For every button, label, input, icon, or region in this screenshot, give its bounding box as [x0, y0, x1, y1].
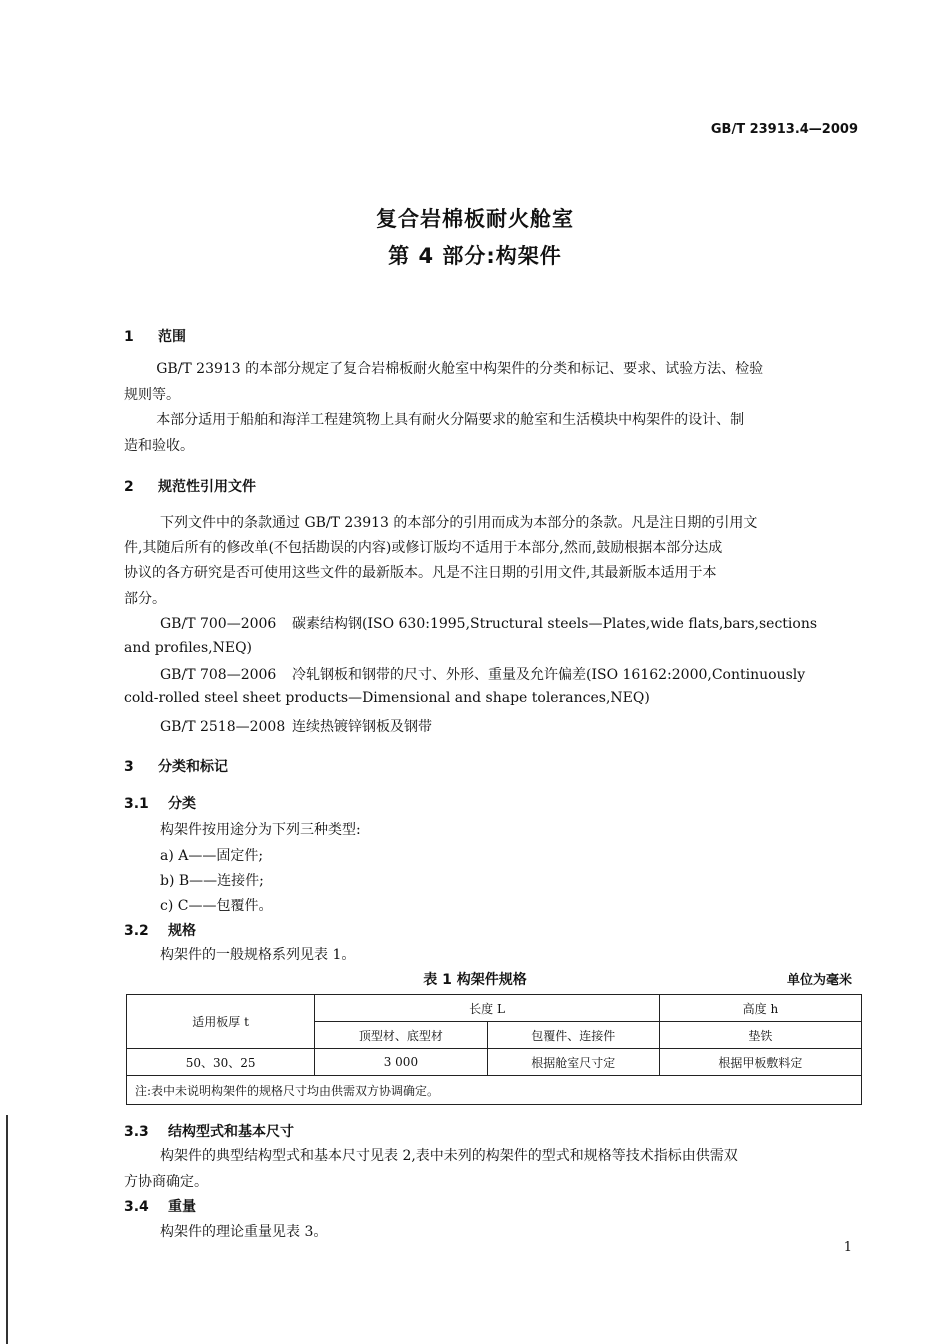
- page-number: 1: [843, 1240, 852, 1255]
- standard-number: GB/T 23913.4—2009: [710, 122, 858, 137]
- table-1-caption: 表 1 构架件规格: [423, 972, 527, 988]
- cell-length-2: 根据舱室尺寸定: [487, 1049, 659, 1076]
- section-2-line-2: 件,其随后所有的修改单(不包括勘误的内容)或修订版均不适用于本部分,然而,鼓励根据本部分达成: [124, 540, 723, 556]
- document-title: 复合岩棉板耐火舱室: [376, 207, 574, 231]
- subsection-3-3-heading: [124, 1121, 294, 1141]
- cell-thickness: 50、30、25: [127, 1049, 315, 1076]
- list-item: a) A——固定件;: [160, 848, 264, 864]
- subsection-3-4-intro: 构架件的理论重量见表 3。: [160, 1224, 328, 1240]
- section-title: 结构型式和基本尺寸: [168, 1124, 294, 1140]
- reference-code: GB/T 2518—2008: [160, 719, 286, 735]
- section-1-paragraph-2: [124, 408, 862, 459]
- reference-title: 碳素结构钢(ISO 630:1995,Structural steels—Plates,wide flats,bars,sections: [292, 616, 818, 632]
- subsection-3-3-line-2: 方协商确定。: [124, 1174, 208, 1190]
- cell-height: 根据甲板敷料定: [659, 1049, 861, 1076]
- section-1-heading: [124, 326, 186, 346]
- table-row: [127, 1049, 862, 1076]
- subsection-3-1-intro: 构架件按用途分为下列三种类型:: [160, 822, 361, 838]
- table-1-unit: 单位为毫米: [786, 973, 852, 988]
- section-number: 3.3: [124, 1124, 149, 1140]
- section-2-line-1: 下列文件中的条款通过 GB/T 23913 的本部分的引用而成为本部分的条款。凡是注日期的引用文: [160, 515, 758, 531]
- subsection-3-4-heading: [124, 1196, 196, 1216]
- list-item: c) C——包覆件。: [160, 898, 273, 914]
- section-title: 分类和标记: [158, 759, 228, 775]
- reference-code: GB/T 700—2006: [160, 616, 277, 632]
- section-number: 2: [124, 479, 134, 495]
- section-title: 规格: [168, 923, 196, 939]
- paragraph-line: 本部分适用于船舶和海洋工程建筑物上具有耐火分隔要求的舱室和生活模块中构架件的设计、制: [156, 412, 745, 428]
- reference-item: [160, 613, 817, 633]
- section-2-line-4: 部分。: [124, 591, 166, 607]
- reference-title: 冷轧钢板和钢带的尺寸、外形、重量及允许偏差(ISO 16162:2000,Continuously: [292, 667, 806, 683]
- subsection-3-1-heading: [124, 793, 196, 813]
- reference-item: [160, 716, 432, 736]
- table-1: [126, 994, 862, 1105]
- subsection-3-3-line-1: 构架件的典型结构型式和基本尺寸见表 2,表中未列的构架件的型式和规格等技术指标由供需双: [160, 1148, 738, 1164]
- table-header-row: [127, 995, 862, 1022]
- section-1-paragraph-1: [124, 357, 862, 408]
- reference-continuation: and profiles,NEQ): [124, 640, 253, 656]
- subsection-3-2-intro: 构架件的一般规格系列见表 1。: [160, 947, 356, 963]
- table-note: 注:表中未说明构架件的规格尺寸均由供需双方协调确定。: [127, 1076, 862, 1105]
- paragraph-line: 规则等。: [124, 386, 180, 403]
- section-number: 3.4: [124, 1199, 149, 1215]
- reference-item: [160, 664, 805, 684]
- reference-code: GB/T 708—2006: [160, 667, 277, 683]
- binding-edge-line: [6, 1115, 8, 1344]
- section-number: 1: [124, 329, 134, 345]
- header-thickness: 适用板厚 t: [127, 995, 315, 1049]
- subheader-top-bottom: 顶型材、底型材: [315, 1022, 487, 1049]
- cell-length-1: 3 000: [315, 1049, 487, 1076]
- list-item: b) B——连接件;: [160, 873, 264, 889]
- subheader-cover-connect: 包覆件、连接件: [487, 1022, 659, 1049]
- subsection-3-2-heading: [124, 920, 196, 940]
- document-subtitle: 第 4 部分:构架件: [388, 244, 562, 268]
- reference-title: 连续热镀锌钢板及钢带: [292, 719, 432, 735]
- section-title: 范围: [158, 329, 186, 345]
- reference-continuation: cold-rolled steel sheet products—Dimensional and shape tolerances,NEQ): [124, 690, 650, 706]
- table-note-row: [127, 1076, 862, 1105]
- subheader-pad: 垫铁: [659, 1022, 861, 1049]
- header-length: 长度 L: [315, 995, 660, 1022]
- header-height: 高度 h: [659, 995, 861, 1022]
- section-3-heading: [124, 756, 228, 776]
- section-number: 3: [124, 759, 134, 775]
- section-2-heading: [124, 476, 256, 496]
- section-title: 分类: [168, 796, 196, 812]
- section-number: 3.2: [124, 923, 149, 939]
- paragraph-line: 造和验收。: [124, 437, 194, 454]
- section-2-line-3: 协议的各方研究是否可使用这些文件的最新版本。凡是不注日期的引用文件,其最新版本适用于本: [124, 565, 717, 581]
- section-number: 3.1: [124, 796, 149, 812]
- paragraph-line: GB/T 23913 的本部分规定了复合岩棉板耐火舱室中构架件的分类和标记、要求、试验方法、检验: [156, 361, 764, 377]
- section-title: 重量: [168, 1199, 196, 1215]
- section-title: 规范性引用文件: [158, 479, 256, 495]
